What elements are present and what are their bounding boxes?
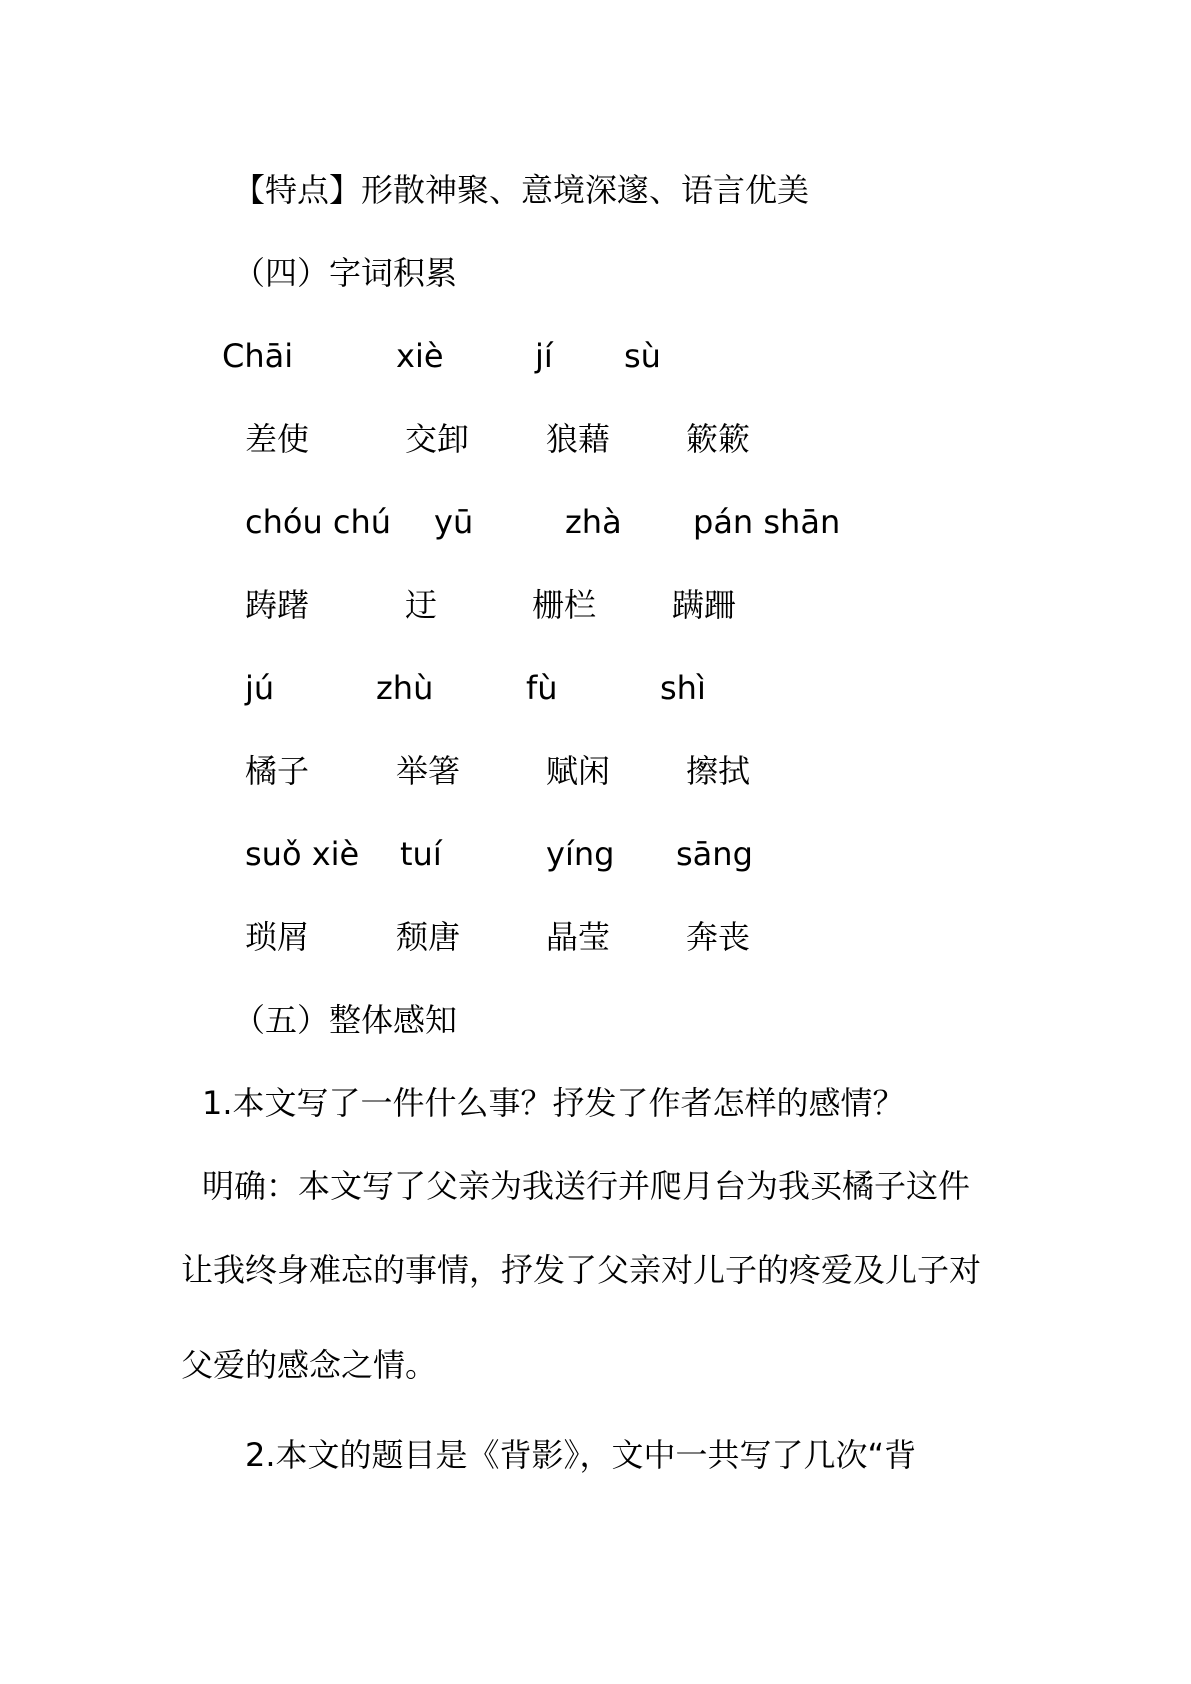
vocab-word: 橘子 xyxy=(245,752,310,790)
pinyin-word: zhà xyxy=(565,503,622,541)
vocab-word: 琐屑 xyxy=(245,918,310,956)
vocab-word: 蹒跚 xyxy=(672,586,737,624)
vocab-word: 栅栏 xyxy=(532,586,597,624)
pinyin-word: sāng xyxy=(676,835,753,873)
answer-line: 父爱的感念之情。 xyxy=(181,1346,438,1384)
pinyin-word: xiè xyxy=(396,337,444,375)
question-1: 1.本文写了一件什么事？抒发了作者怎样的感情？ xyxy=(202,1084,905,1122)
vocab-word: 晶莹 xyxy=(546,918,611,956)
section-heading-overview: （五）整体感知 xyxy=(233,1001,458,1039)
pinyin-word: Chāi xyxy=(222,337,294,375)
pinyin-word: chóu chú xyxy=(245,503,392,541)
vocab-word: 迂 xyxy=(405,586,438,624)
section-heading-vocab: （四）字词积累 xyxy=(233,254,458,292)
pinyin-word: yū xyxy=(434,503,474,541)
vocab-word: 踌躇 xyxy=(245,586,310,624)
answer-line: 让我终身难忘的事情，抒发了父亲对儿子的疼爱及儿子对 xyxy=(181,1251,982,1289)
pinyin-word: jí xyxy=(535,337,553,375)
pinyin-word: sù xyxy=(624,337,661,375)
pinyin-word: yíng xyxy=(546,835,615,873)
pinyin-word: zhù xyxy=(376,669,434,707)
pinyin-word: suǒ xiè xyxy=(245,835,360,873)
pinyin-word: shì xyxy=(660,669,706,707)
pinyin-word: fù xyxy=(526,669,558,707)
features-line: 【特点】形散神聚、意境深邃、语言优美 xyxy=(233,171,810,209)
vocab-word: 交卸 xyxy=(405,420,470,458)
question-2: 2.本文的题目是《背影》，文中一共写了几次“背 xyxy=(245,1436,917,1474)
vocab-word: 狼藉 xyxy=(546,420,611,458)
vocab-word: 簌簌 xyxy=(686,420,751,458)
answer-line: 明确：本文写了父亲为我送行并爬月台为我买橘子这件 xyxy=(202,1167,971,1205)
pinyin-word: jú xyxy=(245,669,275,707)
pinyin-word: tuí xyxy=(400,835,442,873)
vocab-word: 赋闲 xyxy=(546,752,611,790)
pinyin-word: pán shān xyxy=(693,503,841,541)
vocab-word: 差使 xyxy=(245,420,310,458)
vocab-word: 奔丧 xyxy=(686,918,751,956)
vocab-word: 颓唐 xyxy=(396,918,461,956)
vocab-word: 擦拭 xyxy=(686,752,751,790)
vocab-word: 举箸 xyxy=(396,752,461,790)
